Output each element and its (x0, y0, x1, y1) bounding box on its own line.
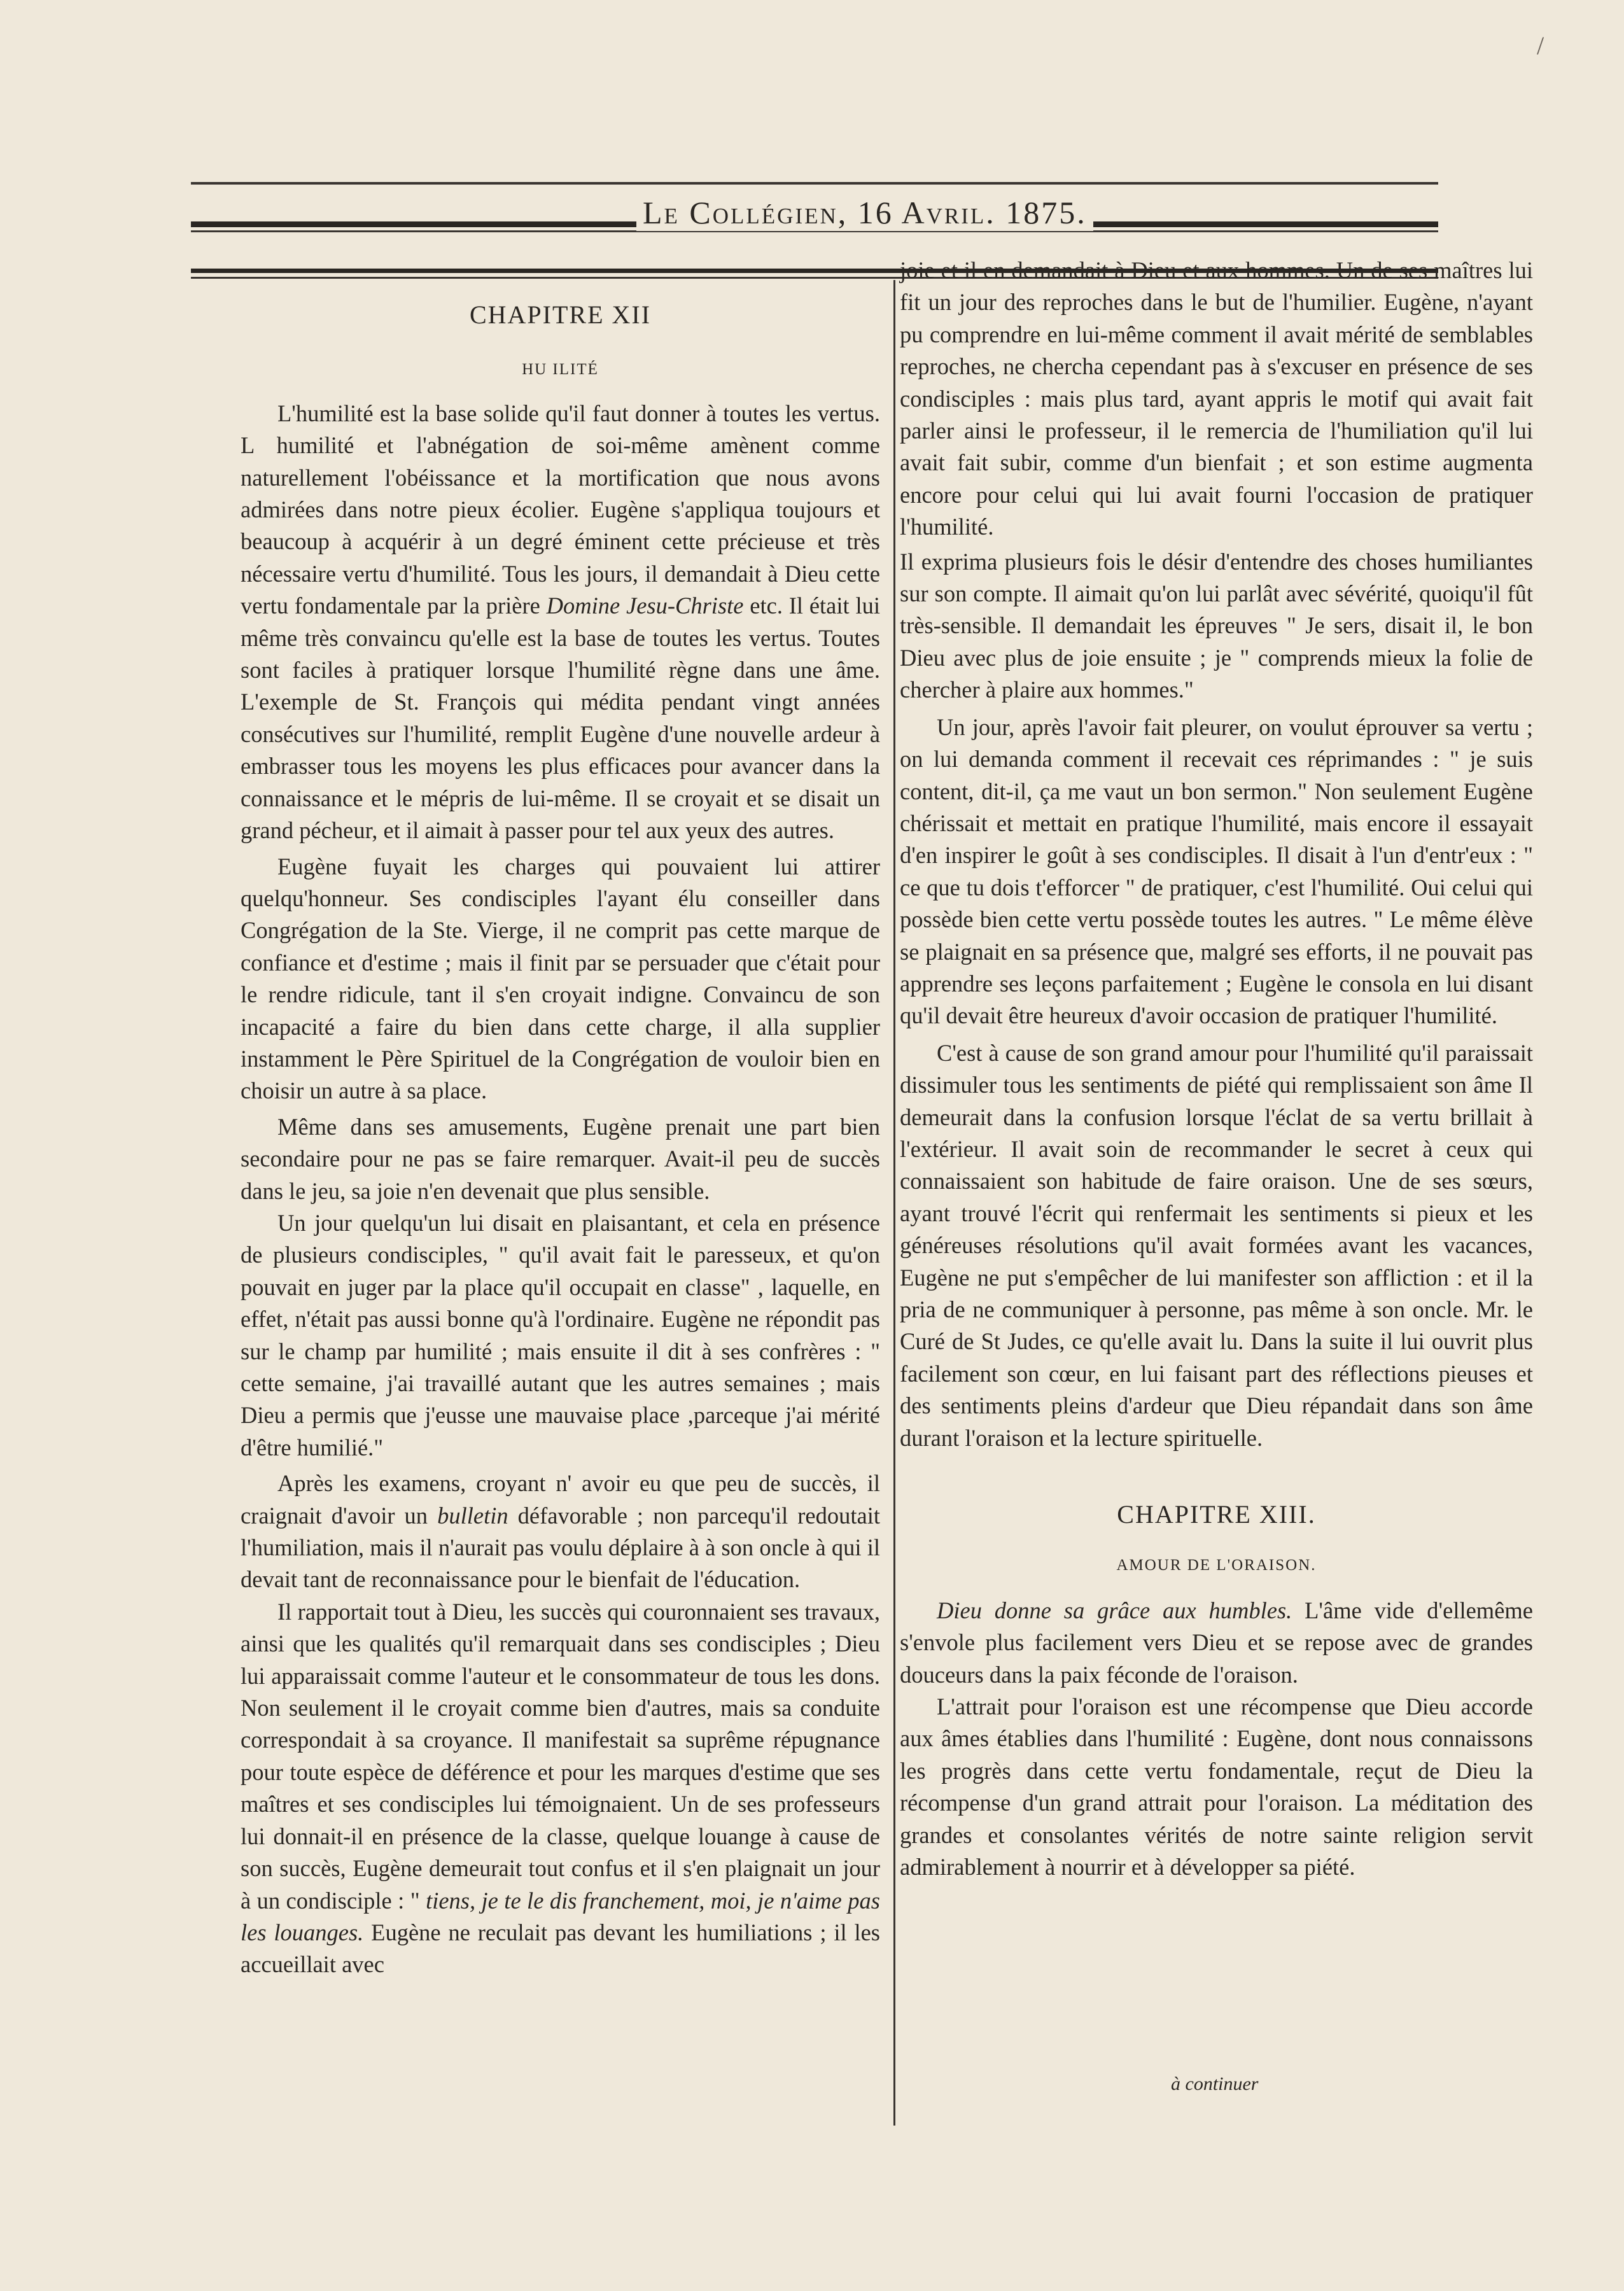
left-column (241, 299, 880, 1981)
right-column (891, 255, 1533, 1884)
chapter-xii-heading: CHAPITRE XII (469, 300, 652, 329)
right-paragraph-6: L'attrait pour l'oraison est une récompense que Dieu accorde aux âmes établies dans l'humilité : Eugène, dont nous connaissons les progrès dans cette vertu fondamentale, reçut de Dieu la récompense d'un grand attrait pour l'oraison. La méditation des grandes et consolantes vérités de notre sainte religion servit admirablement à nourrir et à développer sa piété. (900, 1693, 1533, 1881)
left-p1-italic: Domine Jesu-Christe (546, 592, 744, 619)
masthead-title: Le Collégien, 16 Avril. 1875. (636, 194, 1093, 231)
left-p1-end: etc. Il était lui même très convaincu qu'elle est la base de toutes les vertus. Toutes sont faciles à pratiquer lorsque l'humilité règne dans une âme. L'exemple de St. François qui médita pendant vingt années consécutives sur l'humilité, remplit Eugène d'une nouvelle ardeur à embrasser tous les moyens les plus efficaces pour avancer dans la connaissance et le mépris de lui-même. Il se croyait et se disait un grand pécheur, et il aimait à passer pour tel aux yeux des autres. (241, 592, 880, 844)
left-p1-text: L'humilité est la base solide qu'il faut donner à toutes les vertus. L humilité et l'abnégation de soi-même amènent comme naturellement l'obéissance et la mortification que nous avons admirées dans notre pieux écolier. Eugène s'appliqua toujours et beaucoup à acquérir à un degré éminent cette précieuse et très nécessaire vertu d'humilité. Tous les jours, il demandait à Dieu cette vertu fondamentale par la prière (241, 400, 880, 619)
right-paragraph-3: Un jour, après l'avoir fait pleurer, on voulut éprouver sa vertu ; on lui demanda comment il recevait ces réprimandes : " je suis content, dit-il, ça me vaut un bon sermon." Non seulement Eugène chérissait et mettait en pratique l'humilité, mais encore il essayait d'en inspirer le goût à ses condisciples. Il disait à l'un d'entr'eux : " ce que tu dois t'efforcer " de pratiquer, c'est l'humilité. Oui celui qui possède bien cette vertu possède toutes les autres. " Le même élève se plaignait en sa présence que, malgré ses efforts, il ne pouvait pas apprendre ses leçons parfaitement ; Eugène le consola en lui disant qu'il devait être heureux d'avoir occasion de pratiquer l'humilité. (900, 713, 1533, 1029)
left-paragraph-5 (241, 1468, 880, 1596)
chapter-xii-subtitle: HU ILITÉ (522, 361, 599, 379)
left-paragraph-3: Même dans ses amusements, Eugène prenait une part bien secondaire pour ne pas se faire remarquer. Avait-il peu de succès dans le jeu, sa joie n'en devenait que plus sensible. (241, 1113, 880, 1204)
left-p6-italic: tiens, je te le dis franchement, moi, je n'aime pas les louanges. (241, 1887, 880, 1945)
left-p6-text: Il rapportait tout à Dieu, les succès qui couronnaient ses travaux, ainsi que les qualités qu'il remarquait dans ses condisciples ; Dieu lui apparaissait comme l'auteur et le consommateur de tous les dons. Non seulement il le croyait comme bien d'autres, mais sa conduite correspondait à sa croyance. Il manifestait sa suprême répugnance pour toute espèce de déférence et pour les marques d'estime que ses maîtres et ses condisciples lui témoignaient. Un de ses professeurs lui donnait-il en présence de la classe, quelque louange à cause de son succès, Eugène demeurait tout confus et il s'en plaignait un jour à un condisciple : " (241, 1598, 880, 1914)
right-paragraph-4: C'est à cause de son grand amour pour l'humilité qu'il paraissait dissimuler tous les sentiments de piété qui remplissaient son âme Il demeurait dans la confusion lorsque l'éclat de sa vertu brillait à l'extérieur. Il avait soin de recommander le secret à ceux qui connaissaient son habitude de faire oraison. Une de ses sœurs, ayant trouvé l'écrit qui renfermait les sentiments si pieux et les généreuses résolutions qu'il avait formées avant les vacances, Eugène ne put s'empêcher de lui manifester son affliction : et il la pria de ne communiquer à personne, pas même à son oncle. Mr. le Curé de St Judes, ce qu'elle avait lu. Dans la suite il lui ouvrit plus facilement son cœur, en lui faisant part des réflections pieuses et des sentiments pleins d'ardeur que Dieu répandait dans son âme durant l'oraison et la lecture spirituelle. (900, 1039, 1533, 1451)
left-paragraph-1 (241, 398, 880, 847)
left-p5-italic: bulletin (437, 1502, 508, 1529)
left-p5-end: défavorable ; non parcequ'il redoutait l'humiliation, mais il n'aurait pas voulu déplaire à à son oncle à qui il devait tant de reconnaissance pour le bienfait de l'éducation. (241, 1502, 880, 1593)
left-paragraph-4: Un jour quelqu'un lui disait en plaisantant, et cela en présence de plusieurs condisciples, " qu'il avait fait le paresseux, et qu'on pouvait en juger par la place qu'il occupait en classe" , laquelle, en effet, n'était pas aussi bonne qu'à l'ordinaire. Eugène ne répondit pas sur le champ par humilité ; mais ensuite il dit à ses confrères : " cette semaine, j'ai travaillé autant que les autres semaines ; mais Dieu a permis que j'eusse une mauvaise place ,parceque j'ai mérité d'être humilié." (241, 1209, 880, 1461)
continued-note: à continuer (1171, 2073, 1259, 2094)
chapter-xiii-subtitle: AMOUR DE L'ORAISON. (1116, 1557, 1317, 1574)
chapter-xiii-heading: CHAPITRE XIII. (1117, 1500, 1316, 1529)
right-p5-end: L'âme vide d'ellemême s'envole plus facilement vers Dieu et se repose avec de grandes douceurs dans la paix féconde de l'oraison. (900, 1597, 1533, 1688)
left-paragraph-2: Eugène fuyait les charges qui pouvaient lui attirer quelqu'honneur. Ses condisciples l'ayant élu conseiller dans Congrégation de la Ste. Vierge, il ne comprit pas cette marque de confiance et d'estime ; mais il finit par se persuader que c'était pour le rendre ridicule, tant il s'en croyait indigne. Convaincu de son incapacité a faire du bien dans cette charge, il alla supplier instamment le Père Spirituel de la Congrégation de vouloir bien en choisir un autre à sa place. (241, 853, 880, 1104)
left-p6-end: Eugène ne reculait pas devant les humiliations ; il les accueillait avec (241, 1919, 880, 1978)
masthead (191, 194, 1438, 239)
right-paragraph-5 (900, 1595, 1533, 1691)
right-paragraph-2: Il exprima plusieurs fois le désir d'entendre des choses humiliantes sur son compte. Il aimait qu'on lui parlât avec sévérité, quoiqu'il fût très-sensible. Il demandait les épreuves " Je sers, disait il, le bon Dieu avec plus de joie ensuite ; je " comprends mieux la folie de chercher à plaire aux hommes." (900, 548, 1533, 703)
masthead-rule-top-thin (191, 182, 1438, 185)
left-p5-text: Après les examens, croyant n' avoir eu que peu de succès, il craignait d'avoir un (241, 1470, 880, 1529)
left-paragraph-6 (241, 1596, 880, 1981)
page-corner-mark: / (1537, 31, 1544, 60)
right-p5-italic: Dieu donne sa grâce aux humbles. (937, 1597, 1292, 1623)
right-paragraph-1: joie et il en demandait à Dieu et aux hommes. Un de ses maîtres lui fit un jour des reproches dans le but de l'humilier. Eugène, n'ayant pu comprendre en lui-même comment il avait mérité de semblables reproches, ne chercha cependant pas à s'excuser en présence de ses condisciples : mais plus tard, ayant appris le motif qui avait fait parler ainsi le professeur, il le remercia de l'humiliation qu'il lui avait fait subir, comme d'un bienfait ; et son estime augmenta encore pour celui qui lui avait fourni l'occasion de pratiquer l'humilité. (900, 257, 1533, 540)
